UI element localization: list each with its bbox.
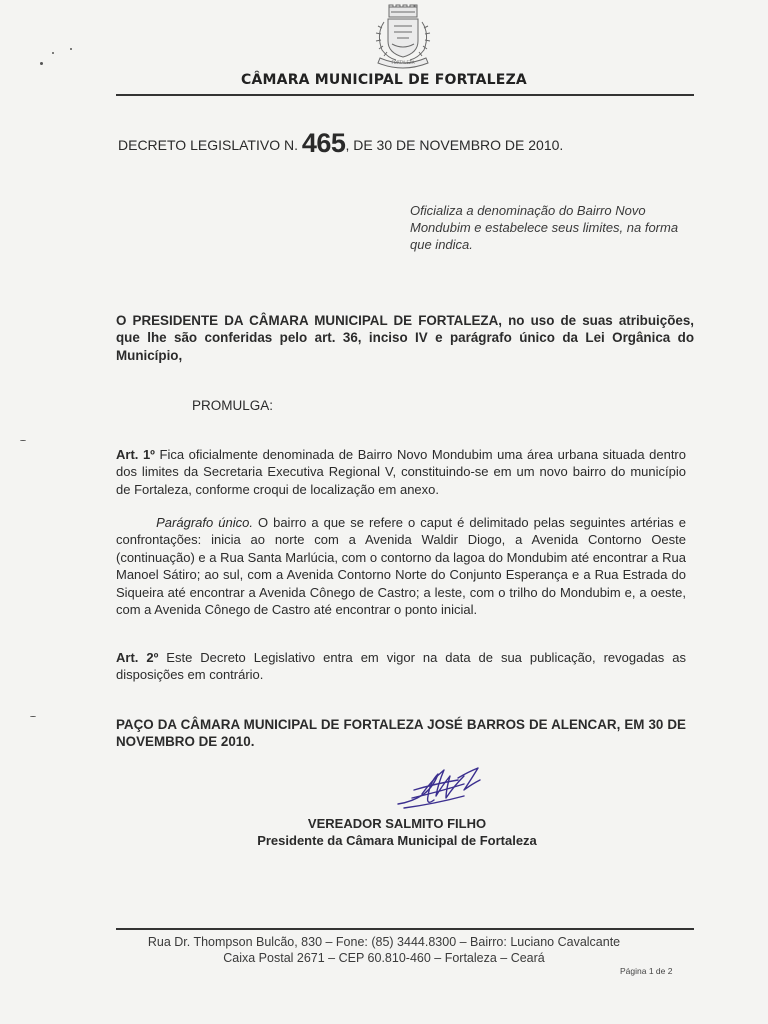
crest-motto: FORTALEZA xyxy=(391,60,415,65)
coat-of-arms-icon xyxy=(364,4,442,70)
paragrafo-unico-label: Parágrafo único. xyxy=(156,515,253,530)
article-2-label: Art. 2º xyxy=(116,650,159,665)
scan-speck xyxy=(52,52,54,54)
paragrafo-unico-text: O bairro a que se refere o caput é delimitado pelas seguintes artérias e confrontações: inicia ao norte com a Avenida Waldir Diogo, a Avenida Contorno Oeste (continuação) e a Rua Santa Marlúcia, com o contorno da lagoa do Mondubim até encontrar a Rua Manoel Sátiro; ao sul, com a Avenida Contorno Norte do Conjunto Esperança e a Rua Estrada do Siqueira até encontrar a Avenida Cônego de Castro; a leste, com o trilho do Mondubim e, a oeste, com a Avenida Cônego de Castro até encontrar o ponto inicial. xyxy=(116,515,686,618)
decree-prefix: DECRETO LEGISLATIVO N. xyxy=(118,137,298,153)
page-number: Página 1 de 2 xyxy=(620,966,673,976)
promulga-heading: PROMULGA: xyxy=(192,398,274,413)
ementa-summary: Oficializa a denominação do Bairro Novo Mondubim e estabelece seus limites, na forma que indica. xyxy=(410,203,679,252)
scan-speck xyxy=(30,716,36,717)
preamble-paragraph: O PRESIDENTE DA CÂMARA MUNICIPAL DE FORTALEZA, no uso de suas atribuições, que lhe são conferidas pelo art. 36, inciso IV e parágrafo único da Lei Orgânica do Município, xyxy=(116,313,694,363)
signer-name: VEREADOR SALMITO FILHO xyxy=(307,816,487,831)
article-1 xyxy=(116,446,686,498)
footer-postal: Caixa Postal 2671 – CEP 60.810-460 – Fortaleza – Ceará xyxy=(223,951,545,965)
article-1-text: Fica oficialmente denominada de Bairro Novo Mondubim uma área urbana situada dentro dos limites da Secretaria Executiva Regional V, constituindo-se em um novo bairro do município de Fortaleza, conforme croqui de localização em anexo. xyxy=(116,447,686,497)
article-1-label: Art. 1º xyxy=(116,447,155,462)
article-2-text: Este Decreto Legislativo entra em vigor na data de sua publicação, revogadas as disposições em contrário. xyxy=(116,650,686,683)
scan-speck xyxy=(20,440,26,441)
paragrafo-unico xyxy=(116,514,686,618)
paco-closing: PAÇO DA CÂMARA MUNICIPAL DE FORTALEZA JOSÉ BARROS DE ALENCAR, EM 30 DE NOVEMBRO DE 2010. xyxy=(116,717,686,750)
scan-speck xyxy=(40,62,43,65)
scan-speck xyxy=(70,48,72,50)
decree-number: 465 xyxy=(301,128,346,158)
footer-address: Rua Dr. Thompson Bulcão, 830 – Fone: (85) 3444.8300 – Bairro: Luciano Cavalcante xyxy=(147,935,621,949)
handwritten-signature-icon xyxy=(392,764,490,812)
decree-date: , DE 30 DE NOVEMBRO DE 2010. xyxy=(345,137,564,153)
footer-divider xyxy=(116,928,694,930)
decree-heading xyxy=(118,126,563,157)
institution-title: CÂMARA MUNICIPAL DE FORTALEZA xyxy=(241,72,527,88)
signer-title: Presidente da Câmara Municipal de Fortaleza xyxy=(257,833,537,848)
article-2 xyxy=(116,649,686,684)
header-divider xyxy=(116,94,694,96)
